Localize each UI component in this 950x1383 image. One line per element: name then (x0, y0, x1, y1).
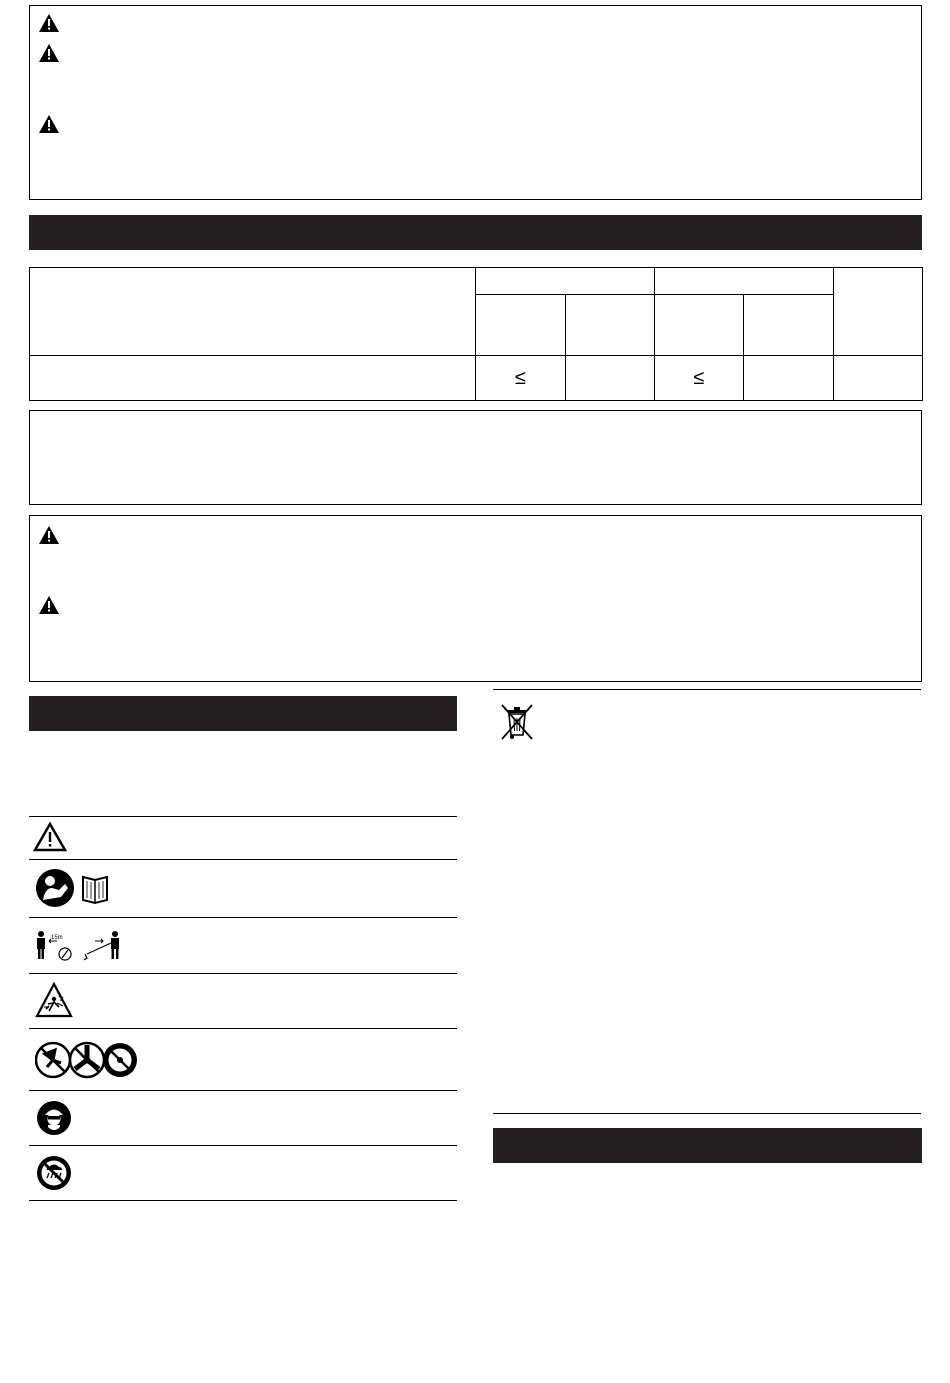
warning-triangle-icon (38, 595, 60, 615)
table-cell (744, 356, 834, 401)
no-rain-exposure-icon (35, 1155, 73, 1196)
crossed-out-wheelie-bin-icon (499, 701, 535, 746)
table-header-cell (655, 268, 834, 295)
table-row (30, 356, 923, 401)
warning-box-top (29, 5, 922, 200)
less-equal-symbol: ≤ (693, 366, 705, 389)
disposal-top-rule (493, 689, 921, 690)
warning-triangle-icon (38, 114, 60, 134)
no-metal-blades-icon (35, 1041, 139, 1084)
table-header-cell (30, 268, 476, 356)
table-cell (834, 356, 923, 401)
symbols-list (29, 816, 457, 1201)
section-heading-bar (29, 215, 922, 250)
right-heading-bar (493, 1128, 922, 1163)
list-item (29, 917, 457, 973)
list-item (29, 1028, 457, 1090)
warning-triangle-icon (38, 13, 60, 33)
warning-triangle-icon (38, 43, 60, 63)
table-cell (476, 356, 566, 401)
note-box (29, 410, 922, 505)
table-header-cell (834, 268, 923, 356)
table-cell (655, 356, 744, 401)
table-header-cell (476, 268, 655, 295)
disposal-bottom-rule (493, 1113, 921, 1114)
wear-protective-gear-icon (35, 1100, 73, 1141)
less-equal-symbol: ≤ (515, 366, 526, 389)
flying-objects-icon (35, 982, 73, 1023)
table-cell (30, 356, 476, 401)
table-subheader-cell (744, 295, 834, 356)
list-item (29, 816, 457, 859)
table-subheader-cell (476, 295, 566, 356)
warning-box-middle (29, 515, 922, 682)
list-item (29, 973, 457, 1028)
read-manual-icon (35, 868, 125, 913)
svg-text:15m: 15m (51, 935, 63, 941)
keep-bystanders-away-icon (35, 930, 125, 967)
warning-triangle-icon (38, 525, 60, 545)
list-item (29, 1090, 457, 1145)
table-subheader-cell (566, 295, 655, 356)
symbols-heading-bar (29, 696, 457, 731)
table-cell (566, 356, 655, 401)
warning-triangle-icon (33, 822, 67, 857)
table-subheader-cell (655, 295, 744, 356)
list-item (29, 859, 457, 917)
list-item (29, 1145, 457, 1200)
vibration-table (29, 267, 923, 401)
